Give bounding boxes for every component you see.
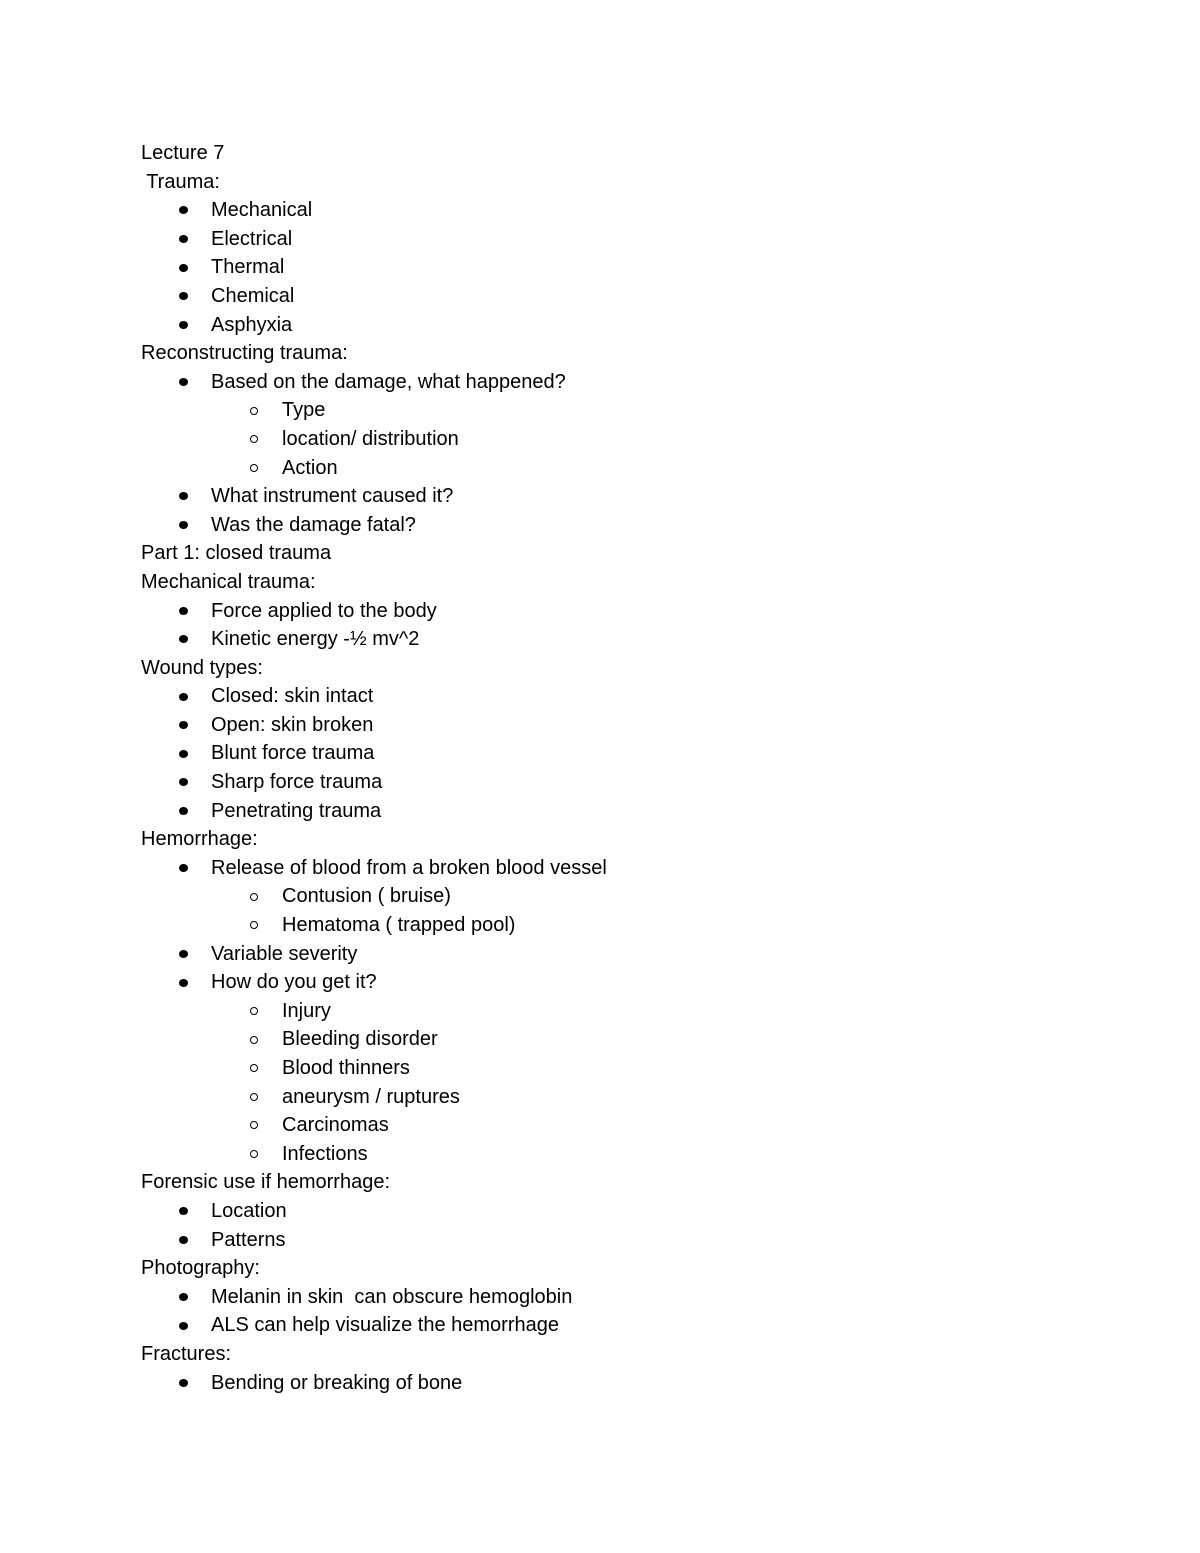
sub-bullet-item [141,1140,1041,1169]
filled-bullet-icon [179,321,188,329]
sub-bullet-item [141,911,1041,940]
bullet-item [141,597,1041,626]
hollow-bullet-icon [250,407,258,415]
line-text: Melanin in skin can obscure hemoglobin [211,1285,573,1308]
filled-bullet-icon [179,206,188,214]
line-text: Type [282,399,326,422]
heading-line [141,1254,1041,1283]
hollow-bullet-icon [250,1121,258,1129]
line-text: Bending or breaking of bone [211,1371,463,1394]
hollow-bullet-icon [250,1150,258,1158]
filled-bullet-icon [179,1207,188,1215]
filled-bullet-icon [179,492,188,500]
hollow-bullet-icon [250,1036,258,1044]
bullet-item [141,511,1041,540]
bullet-item [141,253,1041,282]
heading-line [141,1340,1041,1369]
line-text: Location [211,1199,287,1222]
notes-body [141,139,1041,1397]
heading-line [141,825,1041,854]
filled-bullet-icon [179,950,188,958]
filled-bullet-icon [179,693,188,701]
line-text: Chemical [211,284,295,307]
bullet-item [141,739,1041,768]
sub-bullet-item [141,425,1041,454]
line-text: Wound types: [141,656,263,679]
line-text: Penetrating trauma [211,799,382,822]
filled-bullet-icon [179,235,188,243]
sub-bullet-item [141,1111,1041,1140]
line-text: Thermal [211,256,285,279]
filled-bullet-icon [179,378,188,386]
line-text: Photography: [141,1257,260,1280]
line-text: Mechanical [211,199,313,222]
line-text: Release of blood from a broken blood vessel [211,856,607,879]
line-text: Forensic use if hemorrhage: [141,1171,391,1194]
bullet-item [141,854,1041,883]
bullet-item [141,711,1041,740]
filled-bullet-icon [179,1293,188,1301]
sub-bullet-item [141,1054,1041,1083]
filled-bullet-icon [179,979,188,987]
hollow-bullet-icon [250,893,258,901]
bullet-item [141,682,1041,711]
line-text: Fractures: [141,1342,232,1365]
line-text: Blood thinners [282,1057,410,1079]
line-text: Carcinomas [282,1114,389,1137]
bullet-item [141,225,1041,254]
bullet-item [141,625,1041,654]
hollow-bullet-icon [250,435,258,443]
line-text: Force applied to the body [211,599,437,622]
line-text: Infections [282,1142,368,1165]
filled-bullet-icon [179,635,188,643]
bullet-item [141,311,1041,340]
line-text: Blunt force trauma [211,742,375,765]
filled-bullet-icon [179,264,188,272]
line-text: Mechanical trauma: [141,570,316,593]
heading-line [141,654,1041,683]
line-text: Part 1: closed trauma [141,542,332,565]
filled-bullet-icon [179,807,188,815]
hollow-bullet-icon [250,464,258,472]
line-text: Patterns [211,1228,286,1251]
line-text: Reconstructing trauma: [141,342,348,365]
line-text: Contusion ( bruise) [282,885,451,908]
sub-bullet-item [141,1025,1041,1054]
sub-bullet-item [141,882,1041,911]
line-text: Kinetic energy -½ mv^2 [211,628,420,651]
hollow-bullet-icon [250,1064,258,1072]
filled-bullet-icon [179,1379,188,1387]
bullet-item [141,1369,1041,1398]
bullet-item [141,368,1041,397]
bullet-item [141,1226,1041,1255]
line-text: Closed: skin intact [211,685,374,708]
line-text: Lecture 7 [141,142,225,164]
bullet-item [141,1197,1041,1226]
filled-bullet-icon [179,607,188,615]
line-text: Based on the damage, what happened? [211,370,566,393]
bullet-item [141,1311,1041,1340]
bullet-item [141,968,1041,997]
heading-line [141,568,1041,597]
sub-bullet-item [141,1083,1041,1112]
hollow-bullet-icon [250,1093,258,1101]
filled-bullet-icon [179,750,188,758]
line-text: ALS can help visualize the hemorrhage [211,1314,559,1337]
line-text: Hematoma ( trapped pool) [282,914,516,937]
line-text: Electrical [211,227,293,250]
line-text: Injury [282,999,331,1022]
line-text: Variable severity [211,942,358,965]
filled-bullet-icon [179,1236,188,1244]
sub-bullet-item [141,454,1041,483]
line-text: Open: skin broken [211,713,374,736]
heading-line [141,139,1041,168]
line-text: How do you get it? [211,971,377,994]
filled-bullet-icon [179,1322,188,1330]
filled-bullet-icon [179,864,188,872]
hollow-bullet-icon [250,1007,258,1015]
bullet-item [141,482,1041,511]
heading-line [141,539,1041,568]
bullet-item [141,940,1041,969]
filled-bullet-icon [179,721,188,729]
heading-line [141,168,1041,197]
bullet-item [141,1283,1041,1312]
line-text: location/ distribution [282,427,459,450]
sub-bullet-item [141,396,1041,425]
line-text: Sharp force trauma [211,771,383,794]
line-text: Was the damage fatal? [211,513,416,536]
line-text: Trauma: [141,170,220,193]
bullet-item [141,196,1041,225]
hollow-bullet-icon [250,921,258,929]
line-text: Action [282,456,338,479]
bullet-item [141,768,1041,797]
bullet-item [141,282,1041,311]
filled-bullet-icon [179,521,188,529]
bullet-item [141,797,1041,826]
filled-bullet-icon [179,292,188,300]
line-text: Hemorrhage: [141,828,258,851]
line-text: Asphyxia [211,313,293,336]
line-text: What instrument caused it? [211,485,454,508]
line-text: aneurysm / ruptures [282,1085,460,1108]
heading-line [141,1168,1041,1197]
heading-line [141,339,1041,368]
sub-bullet-item [141,997,1041,1026]
filled-bullet-icon [179,778,188,786]
line-text: Bleeding disorder [282,1028,438,1051]
